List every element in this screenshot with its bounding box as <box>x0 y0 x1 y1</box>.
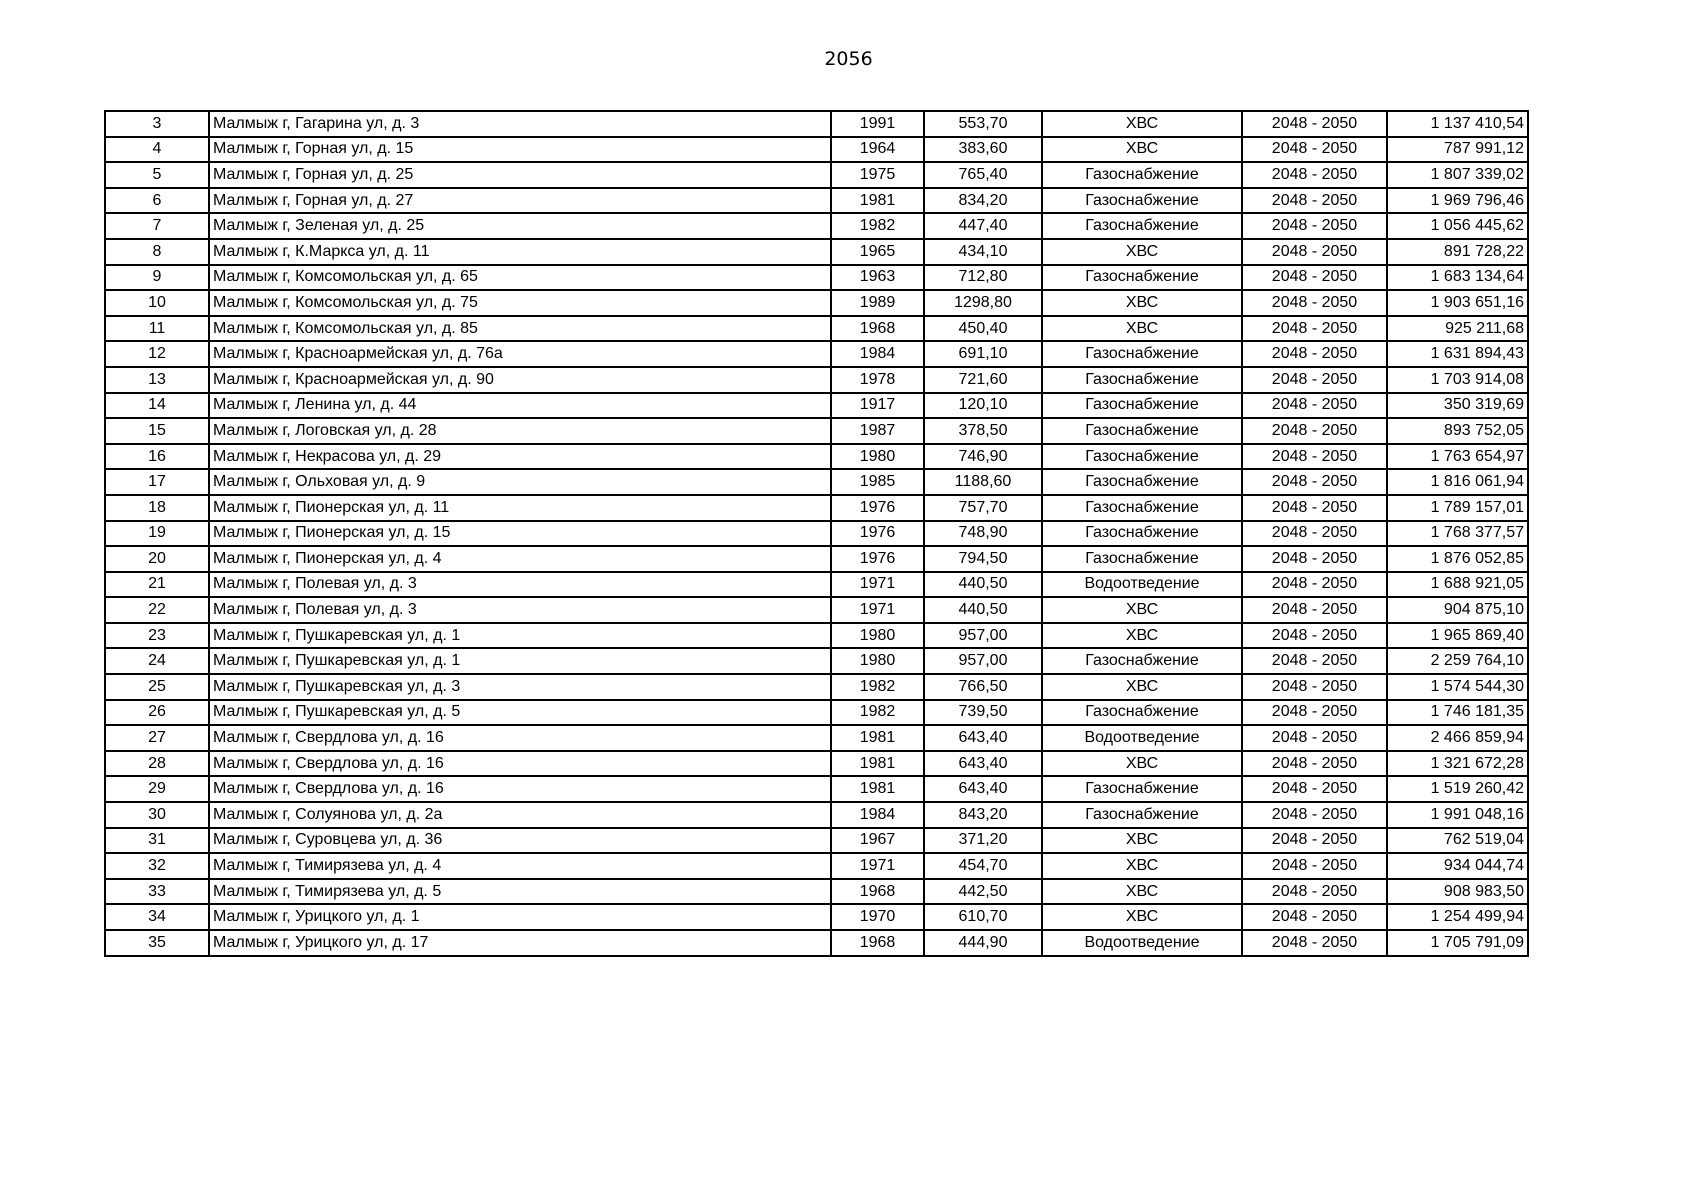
period-cell: 2048 - 2050 <box>1242 776 1387 802</box>
row-number-cell: 26 <box>105 700 209 726</box>
area-cell: 442,50 <box>924 879 1042 905</box>
table-body <box>105 111 1528 956</box>
area-cell: 120,10 <box>924 393 1042 419</box>
cost-cell: 1 705 791,09 <box>1387 930 1528 956</box>
address-cell: Малмыж г, Красноармейская ул, д. 90 <box>209 367 831 393</box>
area-cell: 843,20 <box>924 802 1042 828</box>
cost-cell: 762 519,04 <box>1387 828 1528 854</box>
row-number-cell: 6 <box>105 188 209 214</box>
table-row <box>105 239 1528 265</box>
area-cell: 757,70 <box>924 495 1042 521</box>
address-cell: Малмыж г, Горная ул, д. 15 <box>209 137 831 163</box>
period-cell: 2048 - 2050 <box>1242 137 1387 163</box>
area-cell: 643,40 <box>924 751 1042 777</box>
cost-cell: 904 875,10 <box>1387 597 1528 623</box>
table-row <box>105 802 1528 828</box>
work-type-cell: Газоснабжение <box>1042 341 1242 367</box>
period-cell: 2048 - 2050 <box>1242 393 1387 419</box>
work-type-cell: Газоснабжение <box>1042 367 1242 393</box>
cost-cell: 1 991 048,16 <box>1387 802 1528 828</box>
cost-cell: 1 876 052,85 <box>1387 546 1528 572</box>
period-cell: 2048 - 2050 <box>1242 879 1387 905</box>
address-cell: Малмыж г, Урицкого ул, д. 1 <box>209 904 831 930</box>
area-cell: 834,20 <box>924 188 1042 214</box>
cost-cell: 1 969 796,46 <box>1387 188 1528 214</box>
build-year-cell: 1968 <box>831 879 924 905</box>
address-cell: Малмыж г, Свердлова ул, д. 16 <box>209 776 831 802</box>
build-year-cell: 1976 <box>831 546 924 572</box>
row-number-cell: 18 <box>105 495 209 521</box>
build-year-cell: 1985 <box>831 469 924 495</box>
build-year-cell: 1978 <box>831 367 924 393</box>
build-year-cell: 1984 <box>831 802 924 828</box>
address-cell: Малмыж г, Логовская ул, д. 28 <box>209 418 831 444</box>
cost-cell: 1 519 260,42 <box>1387 776 1528 802</box>
address-cell: Малмыж г, Горная ул, д. 27 <box>209 188 831 214</box>
period-cell: 2048 - 2050 <box>1242 700 1387 726</box>
cost-cell: 2 259 764,10 <box>1387 648 1528 674</box>
area-cell: 378,50 <box>924 418 1042 444</box>
table-row <box>105 597 1528 623</box>
area-cell: 450,40 <box>924 316 1042 342</box>
address-cell: Малмыж г, Свердлова ул, д. 16 <box>209 751 831 777</box>
work-type-cell: ХВС <box>1042 674 1242 700</box>
build-year-cell: 1976 <box>831 495 924 521</box>
row-number-cell: 8 <box>105 239 209 265</box>
row-number-cell: 25 <box>105 674 209 700</box>
work-type-cell: Газоснабжение <box>1042 213 1242 239</box>
build-year-cell: 1989 <box>831 290 924 316</box>
table-row <box>105 444 1528 470</box>
area-cell: 765,40 <box>924 162 1042 188</box>
row-number-cell: 31 <box>105 828 209 854</box>
work-type-cell: ХВС <box>1042 111 1242 137</box>
area-cell: 440,50 <box>924 572 1042 598</box>
cost-cell: 1 137 410,54 <box>1387 111 1528 137</box>
area-cell: 766,50 <box>924 674 1042 700</box>
address-cell: Малмыж г, Пушкаревская ул, д. 5 <box>209 700 831 726</box>
build-year-cell: 1967 <box>831 828 924 854</box>
cost-cell: 891 728,22 <box>1387 239 1528 265</box>
table-row <box>105 546 1528 572</box>
build-year-cell: 1971 <box>831 597 924 623</box>
address-cell: Малмыж г, Красноармейская ул, д. 76а <box>209 341 831 367</box>
address-cell: Малмыж г, Некрасова ул, д. 29 <box>209 444 831 470</box>
row-number-cell: 27 <box>105 725 209 751</box>
table-row <box>105 572 1528 598</box>
cost-cell: 1 321 672,28 <box>1387 751 1528 777</box>
table-row <box>105 290 1528 316</box>
build-year-cell: 1975 <box>831 162 924 188</box>
work-type-cell: ХВС <box>1042 239 1242 265</box>
period-cell: 2048 - 2050 <box>1242 674 1387 700</box>
area-cell: 1188,60 <box>924 469 1042 495</box>
cost-cell: 1 574 544,30 <box>1387 674 1528 700</box>
address-cell: Малмыж г, Урицкого ул, д. 17 <box>209 930 831 956</box>
period-cell: 2048 - 2050 <box>1242 853 1387 879</box>
table-row <box>105 213 1528 239</box>
address-cell: Малмыж г, Комсомольская ул, д. 85 <box>209 316 831 342</box>
area-cell: 643,40 <box>924 776 1042 802</box>
cost-cell: 1 816 061,94 <box>1387 469 1528 495</box>
build-year-cell: 1984 <box>831 341 924 367</box>
area-cell: 748,90 <box>924 521 1042 547</box>
table-row <box>105 188 1528 214</box>
work-type-cell: Водоотведение <box>1042 572 1242 598</box>
table-row <box>105 137 1528 163</box>
period-cell: 2048 - 2050 <box>1242 341 1387 367</box>
area-cell: 610,70 <box>924 904 1042 930</box>
build-year-cell: 1971 <box>831 853 924 879</box>
row-number-cell: 23 <box>105 623 209 649</box>
build-year-cell: 1963 <box>831 265 924 291</box>
work-type-cell: Газоснабжение <box>1042 393 1242 419</box>
area-cell: 643,40 <box>924 725 1042 751</box>
row-number-cell: 10 <box>105 290 209 316</box>
build-year-cell: 1965 <box>831 239 924 265</box>
work-type-cell: ХВС <box>1042 623 1242 649</box>
area-cell: 739,50 <box>924 700 1042 726</box>
work-type-cell: Водоотведение <box>1042 725 1242 751</box>
table-row <box>105 265 1528 291</box>
area-cell: 383,60 <box>924 137 1042 163</box>
build-year-cell: 1982 <box>831 213 924 239</box>
cost-cell: 1 763 654,97 <box>1387 444 1528 470</box>
row-number-cell: 21 <box>105 572 209 598</box>
work-type-cell: Газоснабжение <box>1042 546 1242 572</box>
address-cell: Малмыж г, Свердлова ул, д. 16 <box>209 725 831 751</box>
period-cell: 2048 - 2050 <box>1242 418 1387 444</box>
address-cell: Малмыж г, Ольховая ул, д. 9 <box>209 469 831 495</box>
build-year-cell: 1991 <box>831 111 924 137</box>
table-row <box>105 648 1528 674</box>
row-number-cell: 16 <box>105 444 209 470</box>
cost-cell: 1 746 181,35 <box>1387 700 1528 726</box>
cost-cell: 1 807 339,02 <box>1387 162 1528 188</box>
work-type-cell: ХВС <box>1042 751 1242 777</box>
address-cell: Малмыж г, Тимирязева ул, д. 5 <box>209 879 831 905</box>
row-number-cell: 13 <box>105 367 209 393</box>
build-year-cell: 1976 <box>831 521 924 547</box>
work-type-cell: Газоснабжение <box>1042 418 1242 444</box>
table-row <box>105 162 1528 188</box>
cost-cell: 1 703 914,08 <box>1387 367 1528 393</box>
row-number-cell: 29 <box>105 776 209 802</box>
table-row <box>105 111 1528 137</box>
table-row <box>105 367 1528 393</box>
cost-cell: 1 631 894,43 <box>1387 341 1528 367</box>
build-year-cell: 1980 <box>831 444 924 470</box>
period-cell: 2048 - 2050 <box>1242 188 1387 214</box>
table-row <box>105 521 1528 547</box>
cost-cell: 1 254 499,94 <box>1387 904 1528 930</box>
repair-schedule-table <box>104 110 1529 957</box>
work-type-cell: Газоснабжение <box>1042 469 1242 495</box>
address-cell: Малмыж г, Комсомольская ул, д. 75 <box>209 290 831 316</box>
work-type-cell: Газоснабжение <box>1042 162 1242 188</box>
table-row <box>105 776 1528 802</box>
period-cell: 2048 - 2050 <box>1242 162 1387 188</box>
row-number-cell: 5 <box>105 162 209 188</box>
build-year-cell: 1980 <box>831 623 924 649</box>
table-row <box>105 393 1528 419</box>
build-year-cell: 1981 <box>831 725 924 751</box>
work-type-cell: Газоснабжение <box>1042 521 1242 547</box>
row-number-cell: 7 <box>105 213 209 239</box>
row-number-cell: 17 <box>105 469 209 495</box>
cost-cell: 1 683 134,64 <box>1387 265 1528 291</box>
area-cell: 434,10 <box>924 239 1042 265</box>
cost-cell: 1 903 651,16 <box>1387 290 1528 316</box>
work-type-cell: Газоснабжение <box>1042 776 1242 802</box>
address-cell: Малмыж г, Тимирязева ул, д. 4 <box>209 853 831 879</box>
row-number-cell: 34 <box>105 904 209 930</box>
work-type-cell: ХВС <box>1042 879 1242 905</box>
row-number-cell: 4 <box>105 137 209 163</box>
work-type-cell: Водоотведение <box>1042 930 1242 956</box>
address-cell: Малмыж г, Пушкаревская ул, д. 1 <box>209 623 831 649</box>
table-row <box>105 853 1528 879</box>
cost-cell: 893 752,05 <box>1387 418 1528 444</box>
area-cell: 371,20 <box>924 828 1042 854</box>
table-row <box>105 725 1528 751</box>
area-cell: 553,70 <box>924 111 1042 137</box>
build-year-cell: 1982 <box>831 674 924 700</box>
period-cell: 2048 - 2050 <box>1242 290 1387 316</box>
build-year-cell: 1981 <box>831 751 924 777</box>
period-cell: 2048 - 2050 <box>1242 367 1387 393</box>
address-cell: Малмыж г, Полевая ул, д. 3 <box>209 597 831 623</box>
build-year-cell: 1980 <box>831 648 924 674</box>
row-number-cell: 12 <box>105 341 209 367</box>
work-type-cell: Газоснабжение <box>1042 648 1242 674</box>
build-year-cell: 1981 <box>831 776 924 802</box>
table-row <box>105 316 1528 342</box>
page-number: 2056 <box>824 48 873 70</box>
work-type-cell: Газоснабжение <box>1042 188 1242 214</box>
address-cell: Малмыж г, Гагарина ул, д. 3 <box>209 111 831 137</box>
row-number-cell: 22 <box>105 597 209 623</box>
build-year-cell: 1987 <box>831 418 924 444</box>
row-number-cell: 24 <box>105 648 209 674</box>
period-cell: 2048 - 2050 <box>1242 751 1387 777</box>
area-cell: 691,10 <box>924 341 1042 367</box>
build-year-cell: 1982 <box>831 700 924 726</box>
area-cell: 454,70 <box>924 853 1042 879</box>
period-cell: 2048 - 2050 <box>1242 725 1387 751</box>
period-cell: 2048 - 2050 <box>1242 648 1387 674</box>
area-cell: 957,00 <box>924 623 1042 649</box>
period-cell: 2048 - 2050 <box>1242 904 1387 930</box>
row-number-cell: 9 <box>105 265 209 291</box>
work-type-cell: Газоснабжение <box>1042 802 1242 828</box>
cost-cell: 1 688 921,05 <box>1387 572 1528 598</box>
period-cell: 2048 - 2050 <box>1242 213 1387 239</box>
row-number-cell: 20 <box>105 546 209 572</box>
row-number-cell: 32 <box>105 853 209 879</box>
build-year-cell: 1981 <box>831 188 924 214</box>
address-cell: Малмыж г, Полевая ул, д. 3 <box>209 572 831 598</box>
area-cell: 444,90 <box>924 930 1042 956</box>
area-cell: 957,00 <box>924 648 1042 674</box>
cost-cell: 2 466 859,94 <box>1387 725 1528 751</box>
work-type-cell: ХВС <box>1042 137 1242 163</box>
build-year-cell: 1970 <box>831 904 924 930</box>
area-cell: 712,80 <box>924 265 1042 291</box>
cost-cell: 1 056 445,62 <box>1387 213 1528 239</box>
address-cell: Малмыж г, Пушкаревская ул, д. 3 <box>209 674 831 700</box>
period-cell: 2048 - 2050 <box>1242 546 1387 572</box>
row-number-cell: 30 <box>105 802 209 828</box>
area-cell: 1298,80 <box>924 290 1042 316</box>
table-row <box>105 469 1528 495</box>
cost-cell: 350 319,69 <box>1387 393 1528 419</box>
table-row <box>105 341 1528 367</box>
area-cell: 794,50 <box>924 546 1042 572</box>
period-cell: 2048 - 2050 <box>1242 265 1387 291</box>
address-cell: Малмыж г, Суровцева ул, д. 36 <box>209 828 831 854</box>
cost-cell: 1 965 869,40 <box>1387 623 1528 649</box>
build-year-cell: 1971 <box>831 572 924 598</box>
period-cell: 2048 - 2050 <box>1242 111 1387 137</box>
cost-cell: 1 768 377,57 <box>1387 521 1528 547</box>
area-cell: 721,60 <box>924 367 1042 393</box>
table-row <box>105 930 1528 956</box>
period-cell: 2048 - 2050 <box>1242 828 1387 854</box>
build-year-cell: 1968 <box>831 316 924 342</box>
row-number-cell: 28 <box>105 751 209 777</box>
table-row <box>105 751 1528 777</box>
build-year-cell: 1968 <box>831 930 924 956</box>
row-number-cell: 35 <box>105 930 209 956</box>
period-cell: 2048 - 2050 <box>1242 572 1387 598</box>
period-cell: 2048 - 2050 <box>1242 469 1387 495</box>
work-type-cell: ХВС <box>1042 597 1242 623</box>
table-row <box>105 879 1528 905</box>
work-type-cell: Газоснабжение <box>1042 444 1242 470</box>
work-type-cell: ХВС <box>1042 290 1242 316</box>
table-row <box>105 418 1528 444</box>
work-type-cell: Газоснабжение <box>1042 495 1242 521</box>
period-cell: 2048 - 2050 <box>1242 623 1387 649</box>
period-cell: 2048 - 2050 <box>1242 521 1387 547</box>
row-number-cell: 33 <box>105 879 209 905</box>
cost-cell: 787 991,12 <box>1387 137 1528 163</box>
period-cell: 2048 - 2050 <box>1242 597 1387 623</box>
table-row <box>105 495 1528 521</box>
address-cell: Малмыж г, Зеленая ул, д. 25 <box>209 213 831 239</box>
cost-cell: 925 211,68 <box>1387 316 1528 342</box>
address-cell: Малмыж г, Горная ул, д. 25 <box>209 162 831 188</box>
work-type-cell: Газоснабжение <box>1042 265 1242 291</box>
table-row <box>105 904 1528 930</box>
cost-cell: 934 044,74 <box>1387 853 1528 879</box>
period-cell: 2048 - 2050 <box>1242 802 1387 828</box>
cost-cell: 908 983,50 <box>1387 879 1528 905</box>
area-cell: 447,40 <box>924 213 1042 239</box>
table-row <box>105 700 1528 726</box>
work-type-cell: ХВС <box>1042 853 1242 879</box>
period-cell: 2048 - 2050 <box>1242 316 1387 342</box>
build-year-cell: 1917 <box>831 393 924 419</box>
address-cell: Малмыж г, Пионерская ул, д. 15 <box>209 521 831 547</box>
row-number-cell: 14 <box>105 393 209 419</box>
address-cell: Малмыж г, Комсомольская ул, д. 65 <box>209 265 831 291</box>
period-cell: 2048 - 2050 <box>1242 444 1387 470</box>
address-cell: Малмыж г, Ленина ул, д. 44 <box>209 393 831 419</box>
area-cell: 440,50 <box>924 597 1042 623</box>
work-type-cell: ХВС <box>1042 904 1242 930</box>
period-cell: 2048 - 2050 <box>1242 239 1387 265</box>
period-cell: 2048 - 2050 <box>1242 495 1387 521</box>
address-cell: Малмыж г, Пионерская ул, д. 4 <box>209 546 831 572</box>
row-number-cell: 3 <box>105 111 209 137</box>
row-number-cell: 15 <box>105 418 209 444</box>
address-cell: Малмыж г, К.Маркса ул, д. 11 <box>209 239 831 265</box>
address-cell: Малмыж г, Солуянова ул, д. 2а <box>209 802 831 828</box>
work-type-cell: ХВС <box>1042 828 1242 854</box>
table-row <box>105 828 1528 854</box>
area-cell: 746,90 <box>924 444 1042 470</box>
row-number-cell: 19 <box>105 521 209 547</box>
build-year-cell: 1964 <box>831 137 924 163</box>
table-row <box>105 674 1528 700</box>
address-cell: Малмыж г, Пушкаревская ул, д. 1 <box>209 648 831 674</box>
period-cell: 2048 - 2050 <box>1242 930 1387 956</box>
work-type-cell: ХВС <box>1042 316 1242 342</box>
cost-cell: 1 789 157,01 <box>1387 495 1528 521</box>
row-number-cell: 11 <box>105 316 209 342</box>
table-row <box>105 623 1528 649</box>
work-type-cell: Газоснабжение <box>1042 700 1242 726</box>
address-cell: Малмыж г, Пионерская ул, д. 11 <box>209 495 831 521</box>
